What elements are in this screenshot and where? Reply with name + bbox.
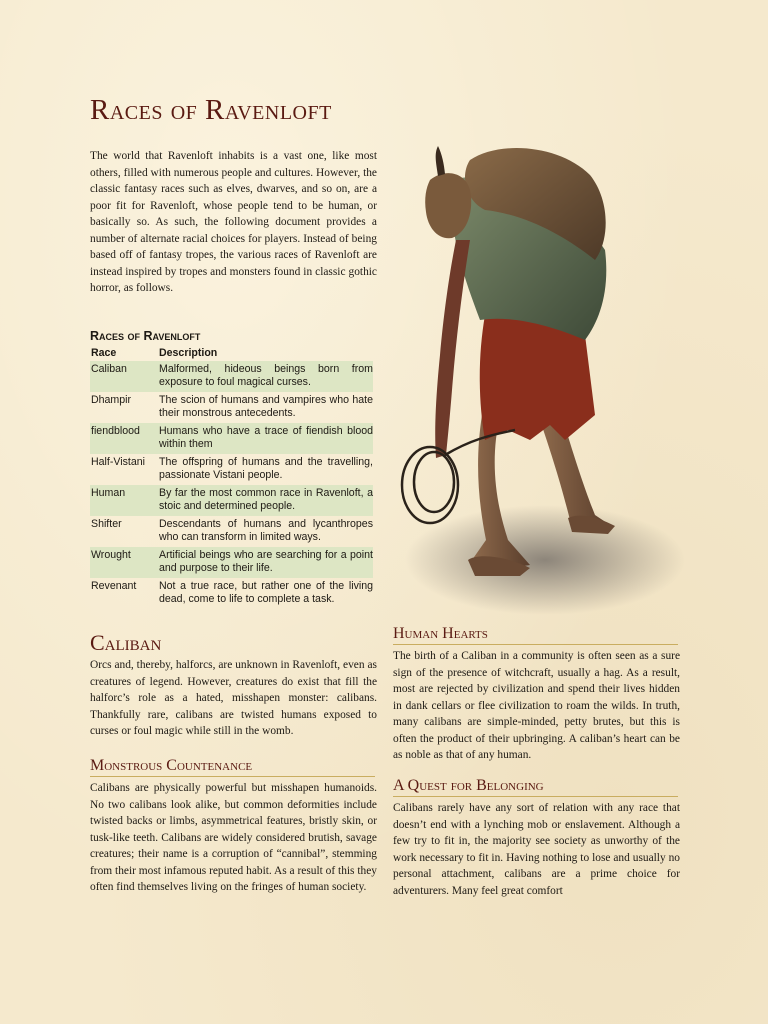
race-name: Wrought	[91, 549, 131, 561]
table-title: Races of Ravenloft	[90, 329, 201, 343]
monstrous-paragraph: Calibans are physically powerful but misshapen humanoids. No two calibans look alike, but common deformities include twisted backs or limbs, asymmetrical features, bristly skin, or tusk-like teeth. Calibans are widely considered brutish, savage creatures; their name is a corruption of “cannibal”, stemming from their most infamous reputed habit. As a result of this they often find themselves living on the fringes of human society.	[90, 782, 377, 893]
page-title: Races of Ravenloft	[90, 94, 332, 126]
table-header	[90, 345, 373, 361]
race-name: Revenant	[91, 580, 137, 592]
hearts-heading: Human Hearts	[393, 625, 678, 645]
race-description: Not a true race, but rather one of the living dead, come to life to complete a task.	[159, 580, 373, 605]
race-description: The scion of humans and vampires who hate their monstrous antecedents.	[159, 394, 373, 419]
table-row	[90, 485, 373, 516]
race-description: By far the most common race in Ravenloft, a stoic and determined people.	[159, 487, 373, 512]
race-description: Artificial beings who are searching for a point and purpose to their life.	[159, 549, 373, 574]
quest-paragraph: Calibans rarely have any sort of relation with any race that doesn’t end with a lynching mob or enslavement. Although a few try to fit in, the majority see society as unworthy of the work necessary to fit in. Having nothing to lose and usually no personal attachment, calibans are a prime choice for adventurers. Many feel great comfort	[393, 802, 680, 897]
header-description: Description	[159, 346, 218, 359]
hearts-paragraph: The birth of a Caliban in a community is often seen as a sure sign of the presence of witchcraft, usually a hag. As a result, most are rejected by civilization and spend their lives hidden in dank cellars or flee civilization to roam the wilds. In truth, many calibans are simple-minded, petty brutes, but this is often the product of their upbringing. A caliban’s heart can be as noble as that of any human.	[393, 650, 680, 761]
caliban-paragraph: Orcs and, thereby, halforcs, are unknown in Ravenloft, even as creatures of legend. However, creatures do exist that fill the halforc’s role as a hated, misshapen monster: calibans. Thankfully rare, calibans are twisted humans exposed to curses or foul magic while still in the womb.	[90, 659, 377, 737]
table-row	[90, 423, 373, 454]
race-description: Humans who have a trace of fiendish blood within them	[159, 425, 373, 450]
race-name: fiendblood	[91, 425, 140, 437]
ground-shadow	[405, 505, 685, 615]
table-row	[90, 547, 373, 578]
table-row	[90, 392, 373, 423]
race-description: Descendants of humans and lycanthropes who can transform in limited ways.	[159, 518, 373, 543]
table-row	[90, 578, 373, 609]
intro-paragraph: The world that Ravenloft inhabits is a vast one, like most others, filled with numerous people and cultures. However, the classic fantasy races such as elves, dwarves, and so on, are a poor fit for Ravenloft, whose people tend to be human, or basically so. As such, the following document provides a number of alternate racial choices for players. Instead of being based off of fantasy tropes, the various races of Ravenloft are instead inspired by tropes and monsters found in classic gothic horror, as follows.	[90, 150, 377, 294]
race-name: Shifter	[91, 518, 122, 530]
hair-tuft	[436, 146, 445, 176]
race-description: The offspring of humans and the travelling, passionate Vistani people.	[159, 456, 373, 481]
caliban-heading: Caliban	[90, 630, 162, 655]
race-name: Half-Vistani	[91, 456, 145, 468]
header-race: Race	[91, 346, 117, 359]
table-row	[90, 361, 373, 392]
arm	[435, 240, 470, 458]
caliban-illustration	[390, 140, 690, 620]
race-name: Dhampir	[91, 394, 132, 406]
race-name: Caliban	[91, 363, 127, 375]
quest-heading: A Quest for Belonging	[393, 777, 678, 797]
table-row	[90, 454, 373, 485]
table-row	[90, 516, 373, 547]
monstrous-heading: Monstrous Countenance	[90, 757, 375, 777]
race-description: Malformed, hideous beings born from exposure to foul magical curses.	[159, 363, 373, 388]
races-table	[90, 345, 373, 609]
race-name: Human	[91, 487, 126, 499]
